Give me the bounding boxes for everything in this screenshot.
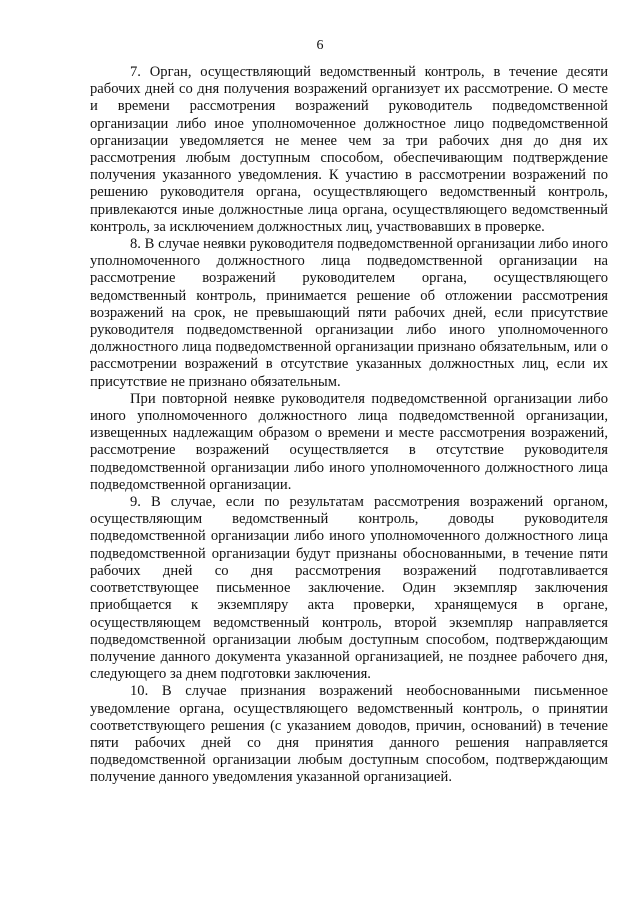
- paragraph-7: 7. Орган, осуществляющий ведомственный контроль, в течение десяти рабочих дней со дня получения возражений организует их рассмотрение. О месте и времени рассмотрения возражений руководитель подведомственной организации либо иное уполномоченное должностное лицо подведомственной организации уведомляется не менее чем за три рабочих дня до дня их рассмотрения любым доступным способом, обеспечивающим подтверждение получения указанного уведомления. К участию в рассмотрении возражений по решению руководителя органа, осуществляющего ведомственный контроль, привлекаются иные должностные лица органа, осуществляющего ведомственный контроль, за исключением должностных лиц, участвовавших в проверке.: [90, 64, 608, 235]
- paragraph-9: 9. В случае, если по результатам рассмотрения возражений органом, осуществляющим ведомственный контроль, доводы руководителя подведомственной организации либо иного уполномоченного должностного лица подведомственной организации будут признаны обоснованными, в течение пяти рабочих дней со дня рассмотрения возражений подготавливается соответствующее письменное заключение. Один экземпляр заключения приобщается к экземпляру акта проверки, хранящемуся в органе, осуществляющем ведомственный контроль, второй экземпляр направляется подведомственной организации любым доступным способом, подтверждающим получение данного документа указанной организацией, не позднее рабочего дня, следующего за днем подготовки заключения.: [90, 494, 608, 683]
- paragraph-8: 8. В случае неявки руководителя подведомственной организации либо иного уполномоченного должностного лица подведомственной организации на рассмотрение возражений руководителем органа, осуществляющего ведомственный контроль, принимается решение об отложении рассмотрения возражений на срок, не превышающий пяти рабочих дней, если присутствие руководителя подведомственной организации либо иного уполномоченного должностного лица подведомственной организации признано обязательным, или о рассмотрении возражений в отсутствие указанных должностных лиц, если их присутствие не признано обязательным.: [90, 236, 608, 390]
- paragraph-8-continued: При повторной неявке руководителя подведомственной организации либо иного уполномоченного должностного лица подведомственной организации, извещенных надлежащим образом о времени и месте рассмотрения возражений, рассмотрение возражений осуществляется в отсутствие руководителя подведомственной организации либо иного уполномоченного должностного лица подведомственной организации.: [90, 390, 608, 493]
- document-body: [90, 64, 608, 787]
- page-number: 6: [316, 38, 324, 53]
- paragraph-10: 10. В случае признания возражений необоснованными письменное уведомление органа, осуществляющего ведомственный контроль, о принятии соответствующего решения (с указанием доводов, причин, оснований) в течение пяти рабочих дней со дня принятия данного решения направляется подведомственной организации любым доступным способом, подтверждающим получение данного уведомления указанной организацией.: [90, 683, 608, 786]
